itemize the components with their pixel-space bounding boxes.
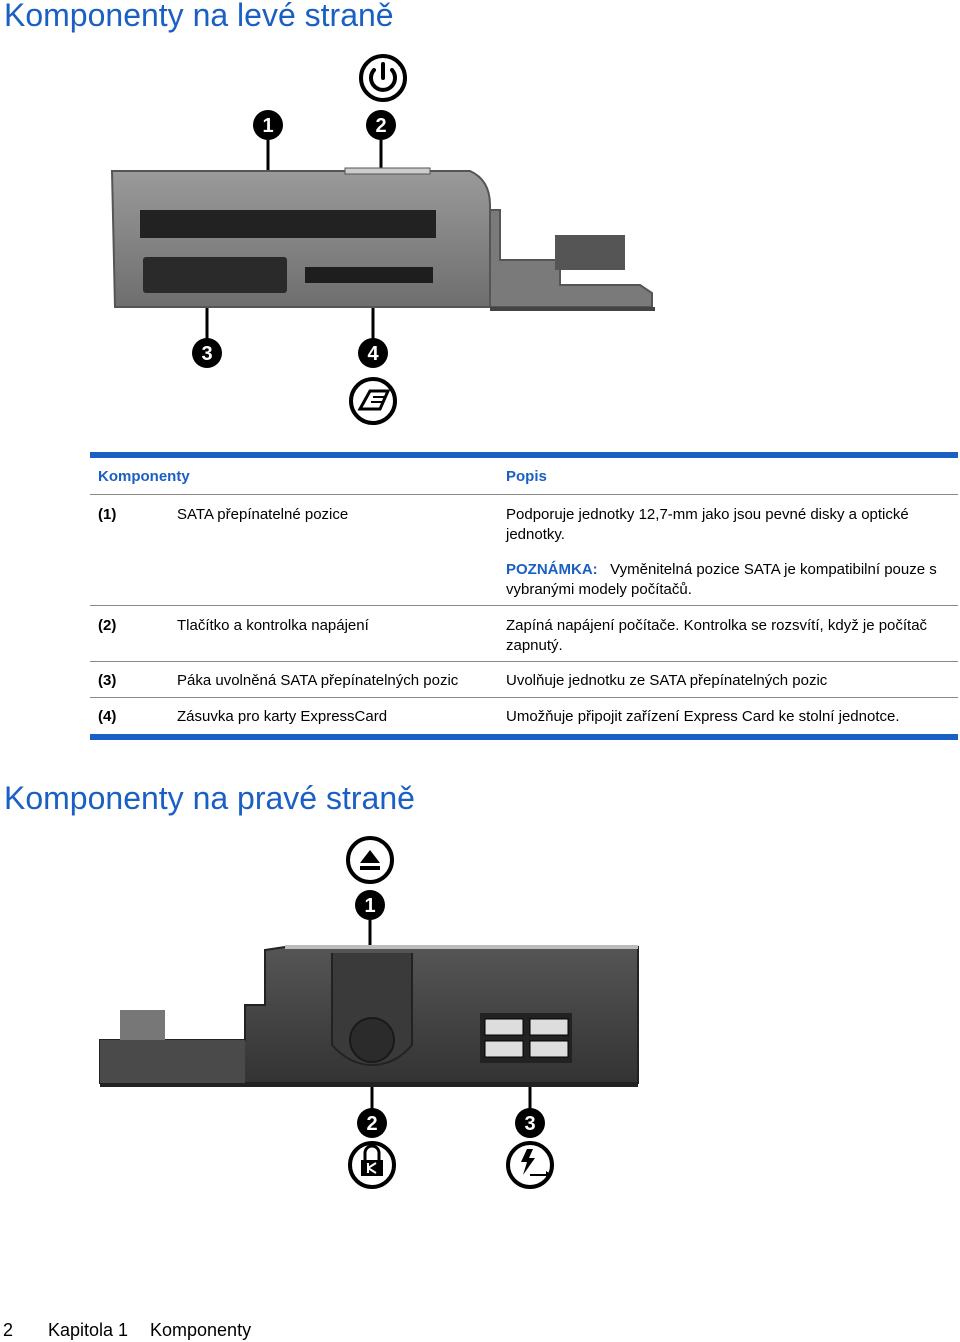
row-rule (90, 661, 958, 662)
callout-2 (357, 1108, 387, 1138)
table-bottom-rule (90, 734, 958, 740)
svg-text:3: 3 (201, 343, 213, 365)
page-number: 2 (3, 1320, 14, 1340)
row-2-num: (2) (98, 617, 117, 634)
docking-station-right-view (100, 945, 638, 1087)
expresscard-icon (351, 379, 395, 423)
callout-1 (253, 110, 283, 140)
svg-text:2: 2 (375, 115, 387, 137)
svg-text:1: 1 (364, 895, 376, 917)
svg-text:1: 1 (262, 115, 274, 137)
row-2-desc: Zapíná napájení počítače. Kontrolka se rozsvítí, když je počítač zapnutý. (506, 617, 928, 654)
callout-1 (355, 890, 385, 920)
row-3-name: Páka uvolněná SATA přepínatelných pozic (177, 672, 459, 689)
row-1-note (506, 560, 956, 600)
sata-release-lever (143, 257, 287, 293)
callout-2 (366, 110, 396, 140)
svg-text:3: 3 (524, 1113, 536, 1135)
row-rule (90, 697, 958, 698)
header-components: Komponenty (98, 468, 190, 485)
docking-station-left-view (112, 168, 655, 311)
expresscard-slot (305, 267, 433, 283)
header-description: Popis (506, 468, 547, 485)
row-1-num: (1) (98, 506, 117, 523)
row-4-num: (4) (98, 708, 117, 725)
callout-3 (515, 1108, 545, 1138)
note-label: POZNÁMKA: (506, 561, 598, 578)
eject-icon (348, 838, 392, 882)
chapter-label: Kapitola 1 (48, 1320, 129, 1340)
left-side-figure (0, 45, 960, 435)
right-side-figure (0, 835, 960, 1195)
row-1-desc: Podporuje jednotky 12,7-mm jako jsou pevné disky a optické jednotky. (506, 506, 909, 543)
chapter-title: Komponenty (150, 1320, 252, 1340)
usb-power-icon (508, 1143, 552, 1187)
row-2-name: Tlačítko a kontrolka napájení (177, 617, 369, 634)
row-3-desc: Uvolňuje jednotku ze SATA přepínatelných pozic (506, 672, 828, 689)
row-3-num: (3) (98, 672, 117, 689)
components-table (90, 452, 958, 740)
power-icon (361, 56, 405, 100)
svg-text:2: 2 (366, 1113, 378, 1135)
lock-icon (350, 1143, 394, 1187)
section-title-left: Komponenty na levé straně (4, 0, 394, 33)
callout-3 (192, 338, 222, 368)
note-text: Vyměnitelná pozice SATA je kompatibilní pouze s vybranými modely počítačů. (506, 561, 937, 598)
svg-text:4: 4 (367, 343, 379, 365)
table-top-rule (90, 452, 958, 458)
row-rule (90, 605, 958, 606)
row-1-name: SATA přepínatelné pozice (177, 506, 349, 523)
header-rule (90, 494, 958, 495)
usb-ports (480, 1013, 572, 1063)
callout-4 (358, 338, 388, 368)
sata-bay (140, 210, 436, 238)
section-title-right: Komponenty na pravé straně (4, 780, 415, 816)
row-4-desc: Umožňuje připojit zařízení Express Card ke stolní jednotce. (506, 708, 900, 725)
row-4-name: Zásuvka pro karty ExpressCard (177, 708, 388, 725)
sata-release-latch (350, 1018, 394, 1062)
